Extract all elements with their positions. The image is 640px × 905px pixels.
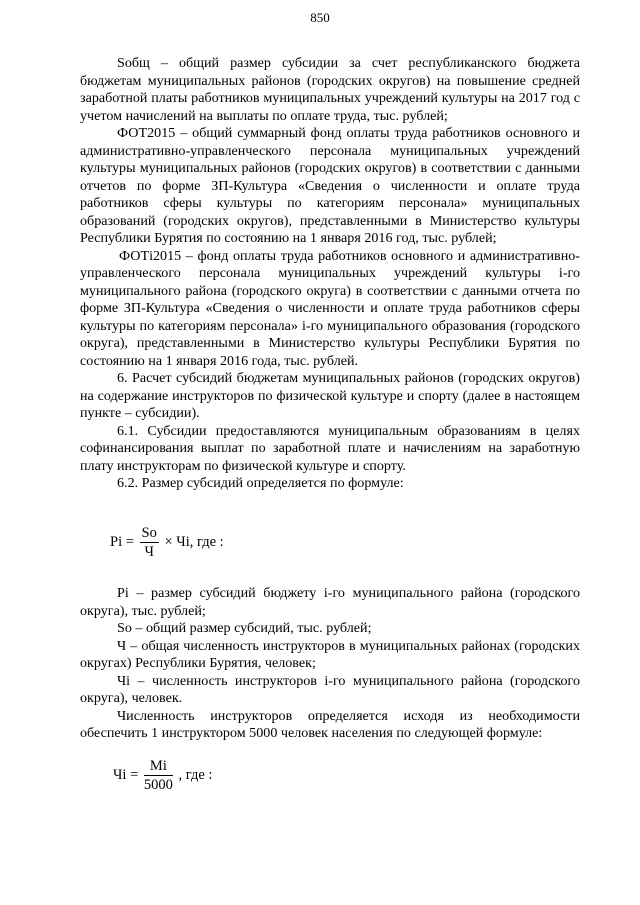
formula-pi-denominator: Ч xyxy=(144,544,154,560)
definition-pi: Pi – размер субсидий бюджету i-го муниципального района (городского округа), тыс. рублей; xyxy=(80,585,580,619)
formula-chi-denominator: 5000 xyxy=(143,777,173,793)
formula-pi xyxy=(110,525,224,560)
paragraph-section-6: 6. Расчет субсидий бюджетам муниципальных районов (городских округов) на содержание инструкторов по физической культуре и спорту (далее в настоящем пункте – субсидии). xyxy=(80,370,580,421)
definition-ch: Ч – общая численность инструкторов в муниципальных районах (городских округах) Республики Бурятия, человек; xyxy=(80,637,580,671)
formula-pi-rhs: × Чi, где : xyxy=(164,533,224,550)
paragraph-6-1: 6.1. Субсидии предоставляются муниципальным образованиям в целях софинансирования выплат по заработной плате и начислениям на заработную плату инструкторам по физической культуре и спорту. xyxy=(80,422,580,474)
page-number: 850 xyxy=(310,10,330,25)
document-body xyxy=(80,55,580,493)
paragraph-6-2: 6.2. Размер субсидий определяется по формуле: xyxy=(117,475,404,491)
formula-chi-numerator: Mi xyxy=(144,758,173,776)
paragraph-sobsh: Soбщ – общий размер субсидии за счет республиканского бюджета бюджетам муниципальных районов (городских округов) на повышение средней заработной платы работников муниципальных учреждений культуры на 2017 год с учетом начислений на выплаты по оплате труда, тыс. рублей; xyxy=(80,55,580,124)
formula-pi-lhs: Pi = xyxy=(110,533,134,550)
formula-pi-fraction xyxy=(140,525,159,560)
formula-chi-rhs: , где : xyxy=(178,766,213,783)
formula-chi-fraction xyxy=(144,758,173,793)
formula-chi-lhs: Чi = xyxy=(113,766,139,783)
definition-so: So – общий размер субсидий, тыс. рублей; xyxy=(117,620,372,636)
paragraph-fot2015: ФОТ2015 – общий суммарный фонд оплаты труда работников основного и административно-управленческого персонала муниципальных учреждений культуры муниципальных районов (городских округов) в соответствии с данными отчетов по форме ЗП-Культура «Сведения о численности и оплате труда работников сферы культуры по категориям персонала» муниципальных образований (городских округов), представленными в Министерство культуры Республики Бурятия по состоянию на 1 января 2016 год, тыс. рублей; xyxy=(80,125,580,246)
definitions-block xyxy=(80,585,580,743)
paragraph-foti2015: ФОТi2015 – фонд оплаты труда работников основного и административно-управленческого персонала муниципальных учреждений культуры i-го муниципального района (городского округа) в соответствии с данными отчета по форме ЗП-Культура «Сведения о численности и оплате труда работников сферы культуры по категориям персонала» i-го муниципального образования (городского округа), представленными в Министерство культуры Республики Бурятия по состоянию на 1 января 2016 года, тыс. рублей. xyxy=(80,247,580,369)
formula-pi-numerator: So xyxy=(141,525,157,541)
definition-chi: Чi – численность инструкторов i-го муниципального района (городского округа), человек. xyxy=(80,672,580,706)
paragraph-instructor-count: Численность инструкторов определяется исходя из необходимости обеспечить 1 инструктором 5000 человек населения по следующей формуле: xyxy=(80,707,580,741)
formula-chi xyxy=(113,758,212,793)
